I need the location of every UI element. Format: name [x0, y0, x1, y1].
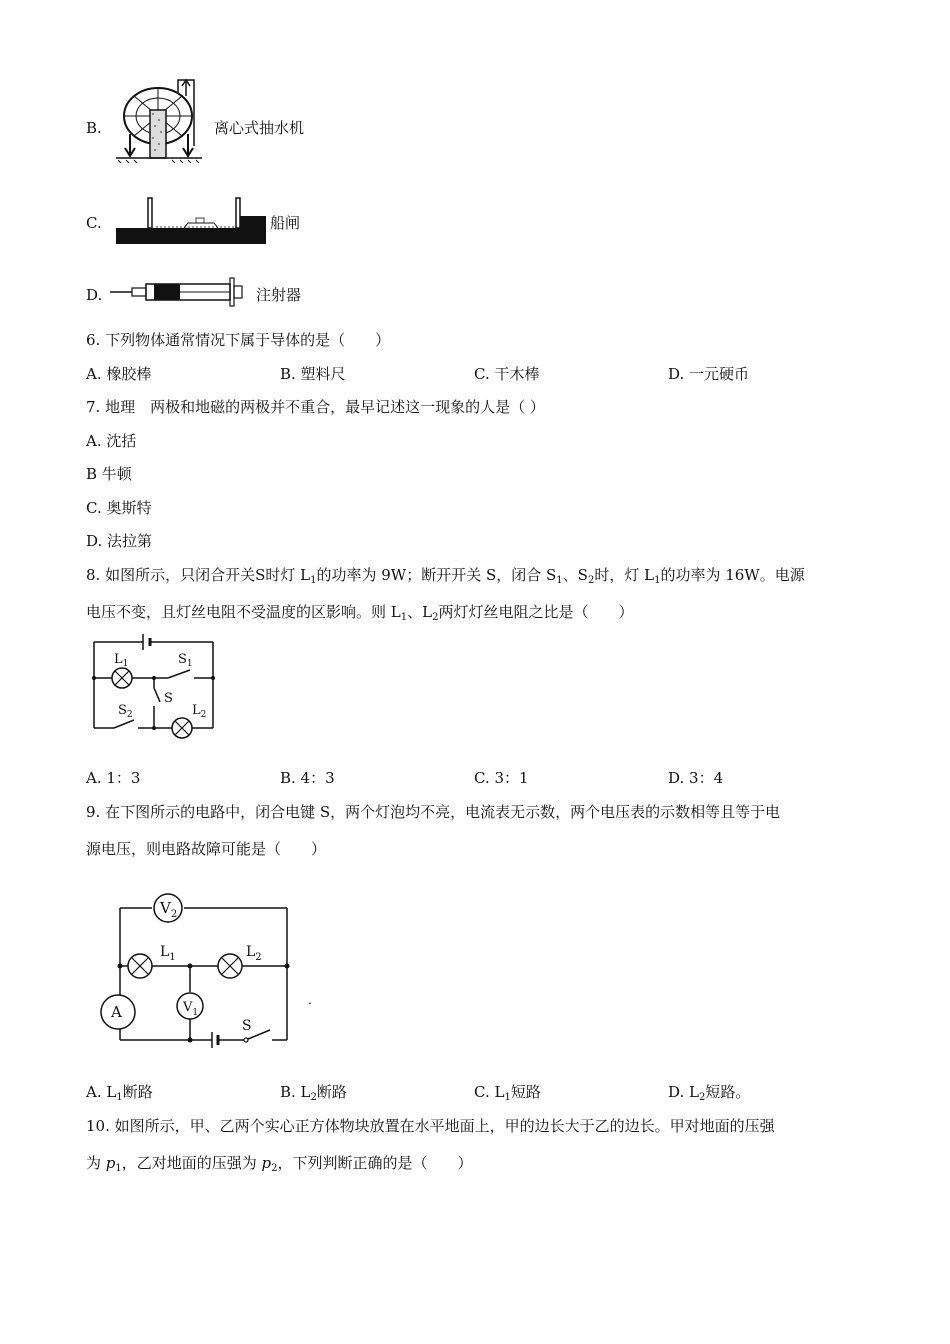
- q9-fig-label-s: S: [242, 1018, 252, 1034]
- q9-option-a: A. $L_1$断路: [86, 1083, 153, 1103]
- q9-fig-label-v2: $V_2$: [160, 899, 178, 920]
- q8-fig-label-s: S: [164, 691, 173, 706]
- q5-option-d-letter: D.: [86, 286, 103, 304]
- q9-stem-line1: 9. 在下图所示的电路中，闭合电键 S，两个灯泡均不亮，电流表无示数，两个电压表的示数相等且等于电: [86, 803, 781, 821]
- q9-fig-label-a: A: [111, 1003, 122, 1021]
- syringe-figure: [110, 276, 250, 306]
- q9-option-b: B. $L_2$断路: [280, 1083, 347, 1103]
- q8-option-d: D. 3：4: [668, 769, 724, 787]
- q8-option-b: B. 4：3: [280, 769, 335, 787]
- q5-option-b-text: 离心式抽水机: [214, 119, 305, 137]
- q5-option-d-text: 注射器: [256, 286, 302, 304]
- q7-stem: 7. 地理 两极和地磁的两极并不重合，最早记述这一现象的人是（ ）: [86, 398, 545, 416]
- q5-option-b-letter: B.: [86, 119, 102, 137]
- q7-option-a: A. 沈括: [86, 432, 137, 450]
- q8-fig-label-s1: $S_1$: [178, 652, 193, 669]
- q10-stem-line2: 为 $p_1$，乙对地面的压强为 $p_2$，下列判断正确的是（ ）: [86, 1154, 473, 1174]
- q8-circuit-diagram: [88, 630, 223, 735]
- q5-option-c-text: 船闸: [270, 214, 301, 232]
- q9-circuit-diagram: [96, 884, 316, 1050]
- ship-lock-figure: [116, 196, 266, 246]
- q6-option-d: D. 一元硬币: [668, 365, 750, 383]
- q8-stem-line1: 8. 如图所示，只闭合开关S时灯 $L_1$的功率为 9W；断开开关 S，闭合 $S_1$、$S_2$时，灯 $L_1$的功率为 16W。电源: [86, 566, 805, 586]
- q9-option-d: D. $L_2$短路。: [668, 1083, 751, 1103]
- q8-fig-label-l1: $L_1$: [114, 652, 129, 669]
- q7-option-b: B 牛顿: [86, 465, 132, 483]
- q9-option-c: C. $L_1$短路: [474, 1083, 541, 1103]
- q6-option-c: C. 干木棒: [474, 365, 540, 383]
- q8-fig-label-s2: $S_2$: [118, 703, 133, 720]
- q9-fig-label-l2: $L_2$: [246, 944, 262, 963]
- q10-stem-line1: 10. 如图所示，甲、乙两个实心正方体物块放置在水平地面上，甲的边长大于乙的边长。甲对地面的压强: [86, 1117, 775, 1135]
- q9-fig-dot: .: [308, 993, 312, 1007]
- q7-option-d: D. 法拉第: [86, 532, 153, 550]
- q7-option-c: C. 奥斯特: [86, 499, 152, 517]
- q8-stem-line2: 电压不变，且灯丝电阻不受温度的区影响。则 $L_1$、$L_2$两灯灯丝电阻之比是（ ）: [86, 603, 634, 623]
- q8-fig-label-l2: $L_2$: [192, 703, 207, 720]
- q6-stem: 6. 下列物体通常情况下属于导体的是（ ）: [86, 331, 391, 349]
- q9-stem-line2: 源电压，则电路故障可能是（ ）: [86, 840, 327, 858]
- q9-fig-label-l1: $L_1$: [160, 944, 176, 963]
- centrifugal-pump-figure: [112, 80, 212, 164]
- q5-option-c-letter: C.: [86, 214, 102, 232]
- q6-option-b: B. 塑料尺: [280, 365, 346, 383]
- q6-option-a: A. 橡胶棒: [86, 365, 152, 383]
- q9-fig-label-v1: $V_1$: [183, 1000, 199, 1018]
- q8-option-a: A. 1：3: [86, 769, 141, 787]
- q8-option-c: C. 3：1: [474, 769, 529, 787]
